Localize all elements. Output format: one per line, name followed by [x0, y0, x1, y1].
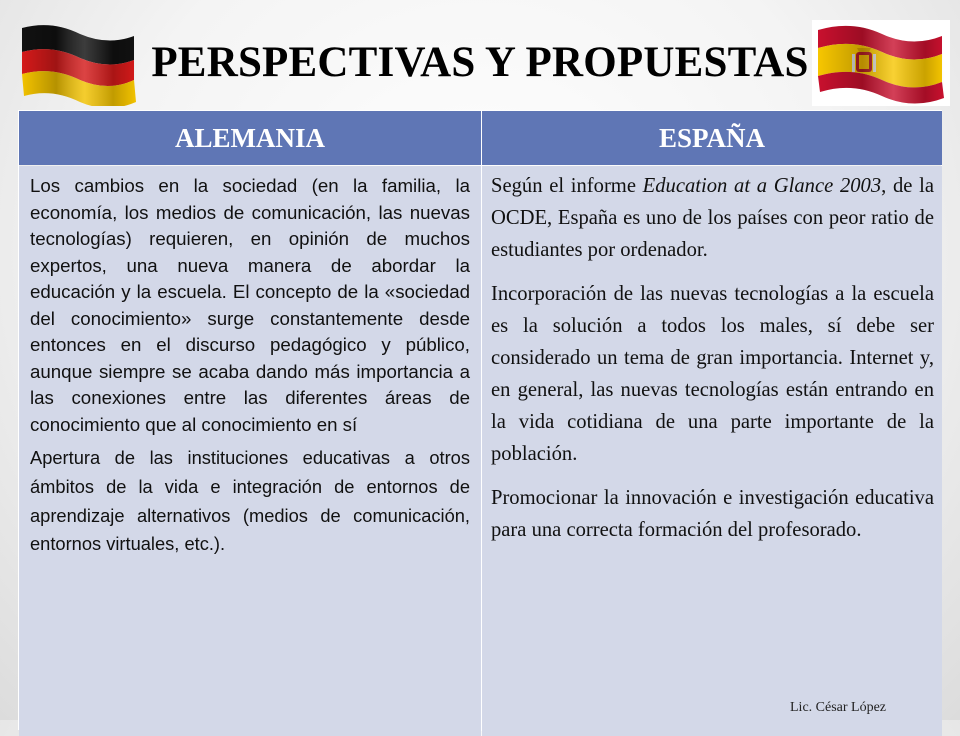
espana-paragraph-3: Promocionar la innovación e investigación educativa para una correcta formación del profesorado. — [491, 487, 934, 541]
header-alemania: ALEMANIA — [19, 111, 481, 165]
author-footer: Lic. César López — [790, 700, 887, 715]
report-title: Education at a Glance 2003 — [642, 175, 882, 197]
espana-p1-after: , de la OCDE, España es uno de los países con peor ratio de estudiantes por ordenador. — [491, 175, 935, 261]
alemania-paragraph-2: Apertura de las instituciones educativas a otros ámbitos de la vida e integración de entornos de aprendizaje alternativos (medios de comunicación, entornos virtuales, etc.). — [30, 447, 470, 555]
espana-paragraph-2: Incorporación de las nuevas tecnologías a la escuela es la solución a todos los males, sí debe ser considerado un tema de gran importancia. Internet y, en general, las nuevas tecnologías están entrando en la vida cotidiana de una parte importante de la población. — [491, 283, 934, 465]
cell-alemania — [19, 166, 481, 736]
header-espana: ESPAÑA — [482, 111, 942, 165]
cell-espana — [482, 166, 942, 736]
espana-p1-before: Según el informe — [491, 175, 643, 197]
alemania-paragraph-1: Los cambios en la sociedad (en la familia, la economía, los medios de comunicación, las nuevas tecnologías) requieren, en opinión de muchos expertos, una nueva manera de abordar la educación y la escuela. El concepto de la «sociedad del conocimiento» surge constantemente desde entonces en el discurso pedagógico y público, aunque siempre se acaba dando más importancia a las conexiones entre las diferentes áreas de conocimiento que al conocimiento en sí — [30, 175, 470, 435]
espana-paragraph-1 — [491, 170, 934, 266]
comparison-table — [18, 110, 942, 730]
spain-flag-icon — [812, 20, 950, 106]
page-title: PERSPECTIVAS Y PROPUESTAS — [151, 39, 809, 86]
